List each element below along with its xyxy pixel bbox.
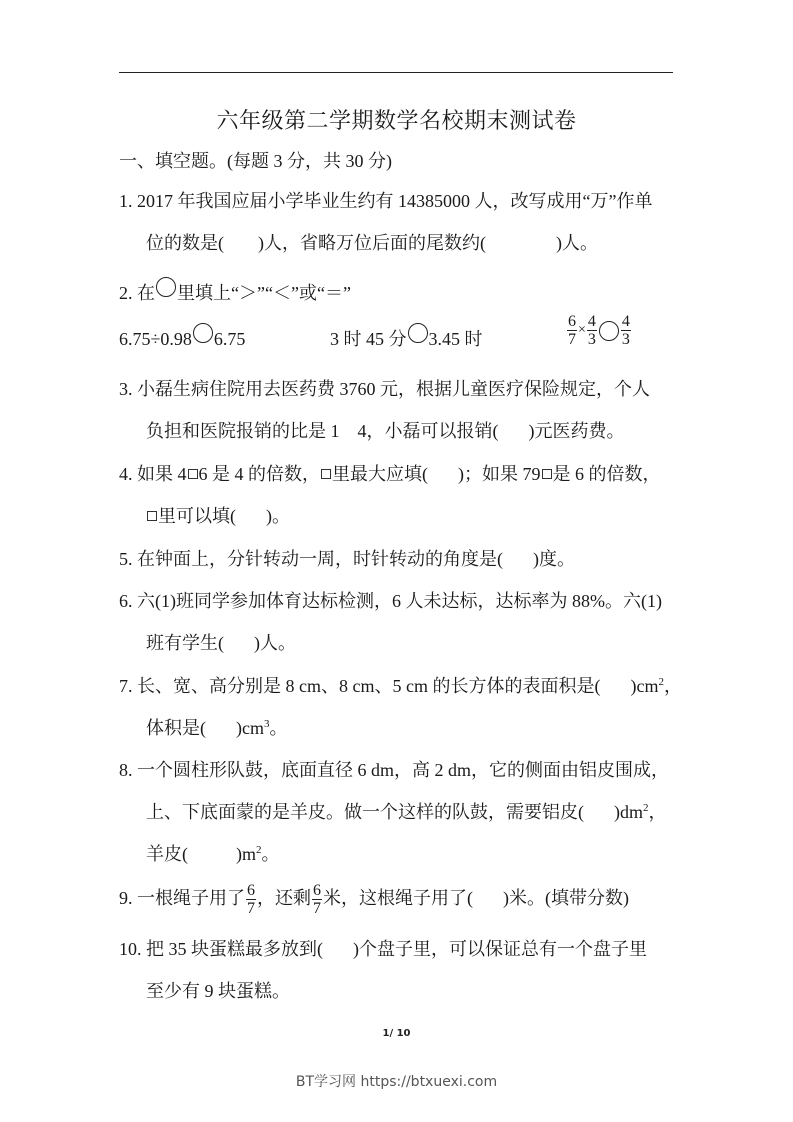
question-9: 9. 一根绳子用了 $\frac{6}{7}$ ，还剩 $\frac{6}{7}$ 米，这根绳子用了( )米。(填带分数) bbox=[119, 882, 629, 918]
question-10-line-1: 10. 把 35 块蛋糕最多放到( )个盘子里，可以保证总有一个盘子里 bbox=[119, 939, 647, 959]
question-8-line-1: 8. 一个圆柱形队鼓，底面直径 6 dm，高 2 dm，它的侧面由铝皮围成， bbox=[119, 760, 669, 780]
answer-circle[interactable] bbox=[193, 323, 213, 343]
header-rule bbox=[119, 72, 673, 73]
fraction: $\frac{6}{7}$ bbox=[313, 882, 321, 918]
square-placeholder-icon bbox=[188, 469, 198, 479]
question-4-line-1: 4. 如果 4 6 是 4 的倍数， 里最大应填( )；如果 79 是 6 的倍数， bbox=[119, 464, 661, 484]
question-1-line-1: 1. 2017 年我国应届小学毕业生约有 14385000 人，改写成用“万”作单 bbox=[119, 191, 653, 211]
question-7-line-1: 7. 长、宽、高分别是 8 cm、8 cm、5 cm 的长方体的表面积是( )$cm^2$， bbox=[119, 676, 682, 696]
question-8-line-2: 上、下底面蒙的是羊皮。做一个这样的队鼓，需要铝皮( )$dm^2$， bbox=[146, 802, 667, 822]
square-placeholder-icon bbox=[542, 469, 552, 479]
question-3-line-2: 负担和医院报销的比是 1 4，小磊可以报销( )元医药费。 bbox=[146, 421, 625, 441]
question-3-line-1: 3. 小磊生病住院用去医药费 3760 元，根据儿童医疗保险规定，个人 bbox=[119, 379, 650, 399]
question-2-expr-2: 3 时 45 分 3.45 时 bbox=[330, 323, 483, 350]
fraction: $\frac{6}{7}$ bbox=[247, 882, 255, 918]
question-2-prompt: 2. 在 里填上“＞”“＜”或“＝” bbox=[119, 277, 351, 304]
page-title: 六年级第二学期数学名校期末测试卷 bbox=[216, 109, 577, 134]
square-placeholder-icon bbox=[147, 511, 157, 521]
question-5: 5. 在钟面上，分针转动一周，时针转动的角度是( )度。 bbox=[119, 549, 575, 569]
answer-circle[interactable] bbox=[408, 323, 428, 343]
answer-circle[interactable] bbox=[599, 321, 619, 341]
watermark: BT学习网 https://btxuexi.com bbox=[295, 1074, 498, 1090]
fraction: $\frac{4}{3}$ bbox=[621, 313, 630, 348]
question-2-expr-1: 6.75÷0.98 6.75 bbox=[119, 323, 245, 350]
compare-circle-icon bbox=[156, 277, 176, 297]
question-6-line-1: 6. 六(1)班同学参加体育达标检测，6 人未达标，达标率为 88%。六(1) bbox=[119, 591, 662, 611]
question-6-line-2: 班有学生( )人。 bbox=[146, 633, 296, 653]
fraction: $\frac{6}{7}$ bbox=[568, 313, 576, 348]
question-8-line-3: 羊皮( )$m^2$。 bbox=[146, 844, 280, 864]
question-7-line-2: 体积是( )$cm^3$。 bbox=[146, 718, 288, 738]
page-number: 1/ 10 bbox=[382, 1028, 411, 1039]
square-placeholder-icon bbox=[321, 469, 331, 479]
question-4-line-2: 里可以填( )。 bbox=[146, 505, 290, 527]
question-10-line-2: 至少有 9 块蛋糕。 bbox=[146, 981, 290, 1001]
section-heading: 一、填空题。(每题 3 分，共 30 分) bbox=[119, 151, 392, 171]
question-2-expr-3: $\frac{6}{7}$ × $\frac{4}{3}$ $\frac{4}{3}$ bbox=[568, 313, 630, 348]
question-1-line-2: 位的数是( )人，省略万位后面的尾数约( )人。 bbox=[146, 233, 598, 253]
fraction: $\frac{4}{3}$ bbox=[587, 313, 596, 348]
